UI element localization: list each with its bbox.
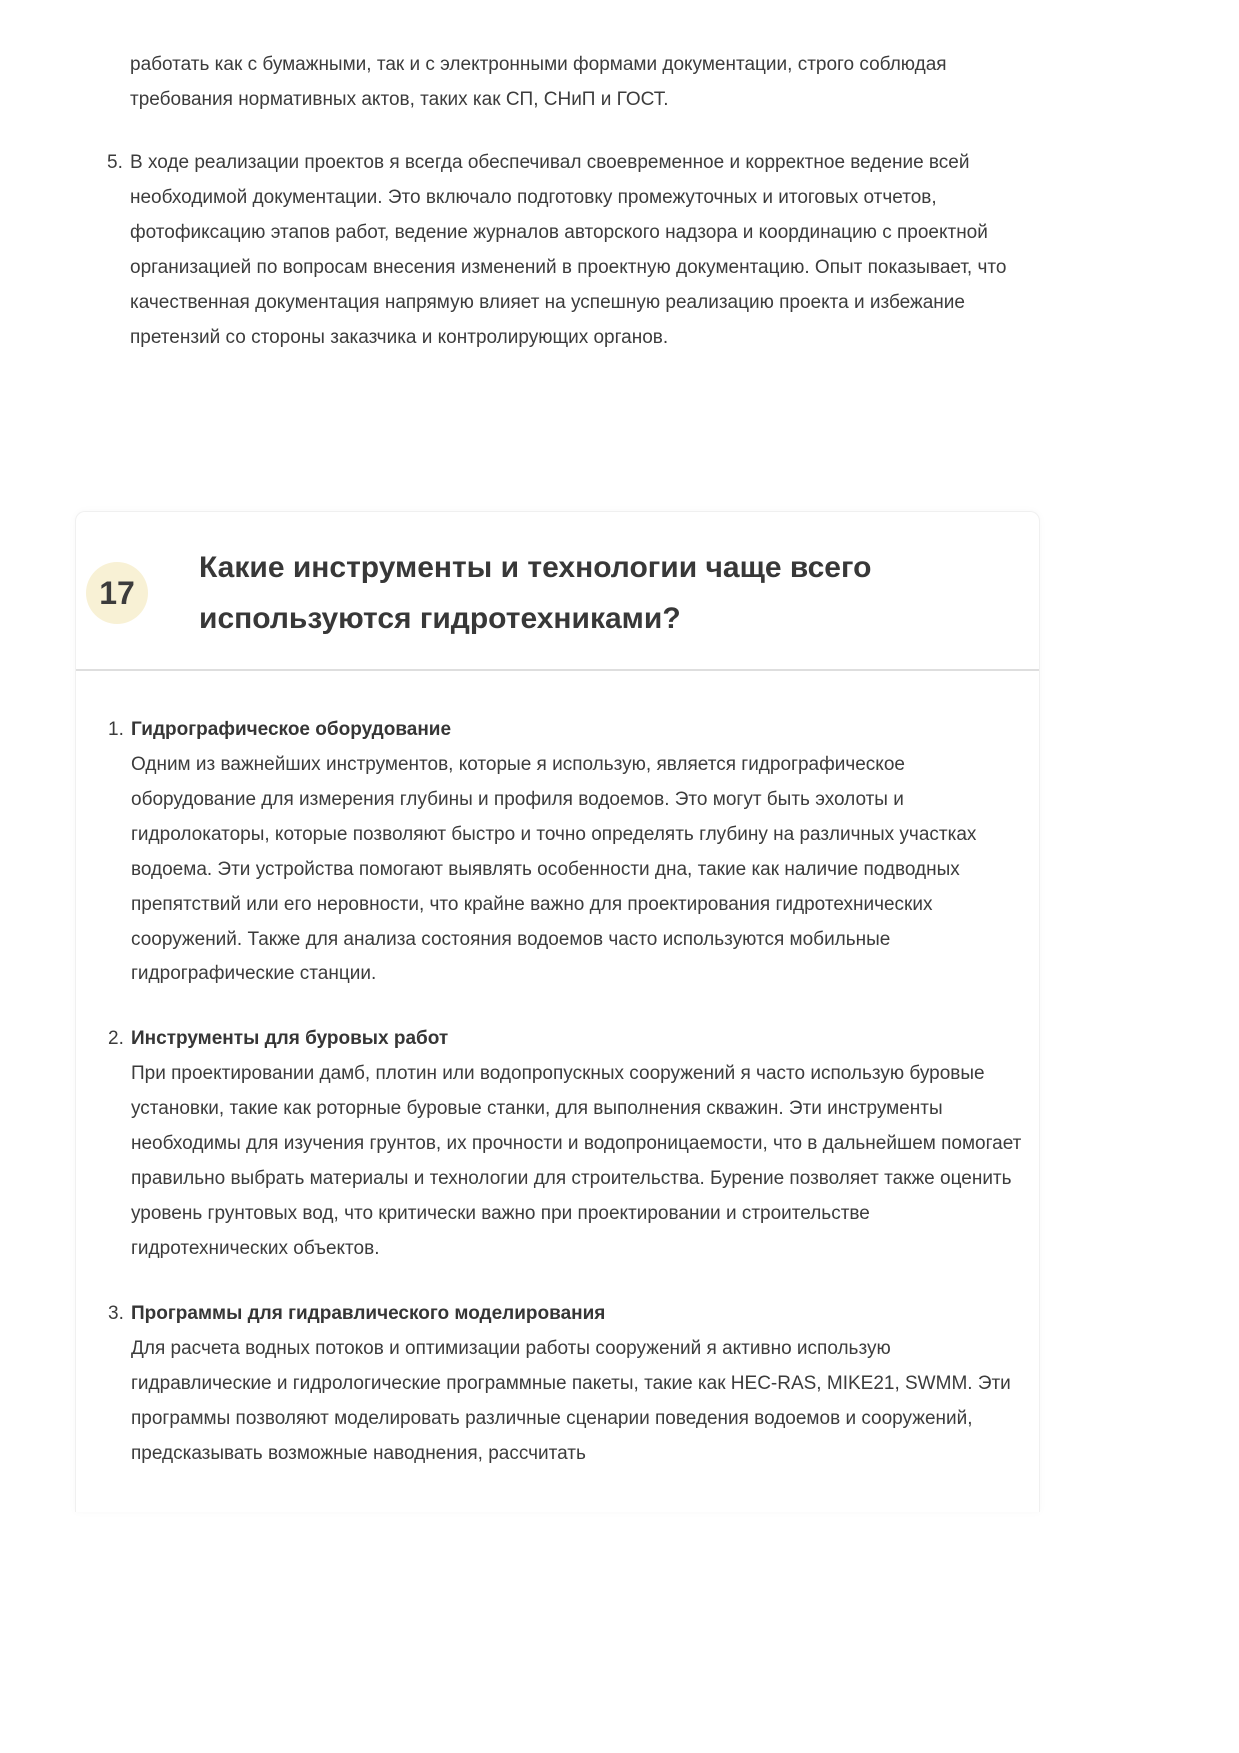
list-item <box>76 1022 1039 1267</box>
question-number-badge: 17 <box>86 562 148 624</box>
list-item-content <box>131 713 1031 993</box>
list-item <box>76 1297 1039 1472</box>
question-body <box>76 671 1039 1512</box>
question-title: Какие инструменты и технологии чаще всего используются гидротехниками? <box>199 550 872 636</box>
document-page <box>75 0 1040 1512</box>
list-item-heading: Программы для гидравлического моделирования <box>131 1303 606 1325</box>
list-item <box>76 713 1039 993</box>
list-item <box>75 146 1040 356</box>
list-item-text: В ходе реализации проектов я всегда обеспечивал своевременное и корректное ведение всей необходимой документации. Это включало подготовку промежуточных и итоговых отчетов, фотофиксацию этапов работ, ведение журналов авторского надзора и координацию с проектной организацией по вопросам внесения изменений в проектную документацию. Опыт показывает, что качественная документация напрямую влияет на успешную реализацию проекта и избежание претензий со стороны заказчика и контролирующих органов. <box>130 151 1007 348</box>
list-item-heading: Гидрографическое оборудование <box>131 718 452 740</box>
intro-continuation-paragraph: работать как с бумажными, так и с электронными формами документации, строго соблюдая требования нормативных актов, таких как СП, СНиП и ГОСТ. <box>130 54 947 110</box>
list-item-number: 5. <box>107 151 123 173</box>
list-item-text: При проектировании дамб, плотин или водопропускных сооружений я часто использую буровые установки, такие как роторные буровые станки, для выполнения скважин. Эти инструменты необходимы для изучения грунтов, их прочности и водопроницаемости, что в дальнейшем помогает правильно выбрать материалы и технологии для строительства. Бурение позволяет также оценить уровень грунтовых вод, что критически важно при проектировании и строительстве гидротехнических объектов. <box>131 1063 1022 1260</box>
list-item-heading: Инструменты для буровых работ <box>131 1028 449 1050</box>
list-item-number: 3. <box>108 1303 124 1325</box>
list-item-number: 2. <box>108 1028 124 1050</box>
list-item-content <box>131 1297 1031 1472</box>
question-header <box>76 512 1039 671</box>
list-item-text: Для расчета водных потоков и оптимизации работы сооружений я активно использую гидравлические и гидрологические программные пакеты, такие как HEC-RAS, MIKE21, SWMM. Эти программы позволяют моделировать различные сценарии поведения водоемов и сооружений, предсказывать возможные наводнения, рассчитать <box>131 1338 1011 1464</box>
list-item-number: 1. <box>108 718 124 740</box>
question-section <box>75 511 1040 1512</box>
list-item-text: Одним из важнейших инструментов, которые я использую, является гидрографическое оборудование для измерения глубины и профиля водоемов. Это могут быть эхолоты и гидролокаторы, которые позволяют быстро и точно определять глубину на различных участках водоема. Эти устройства помогают выявлять особенности дна, такие как наличие подводных препятствий или его неровности, что крайне важно для проектирования гидротехнических сооружений. Также для анализа состояния водоемов часто используются мобильные гидрографические станции. <box>131 753 977 985</box>
list-item-content <box>131 1022 1031 1267</box>
